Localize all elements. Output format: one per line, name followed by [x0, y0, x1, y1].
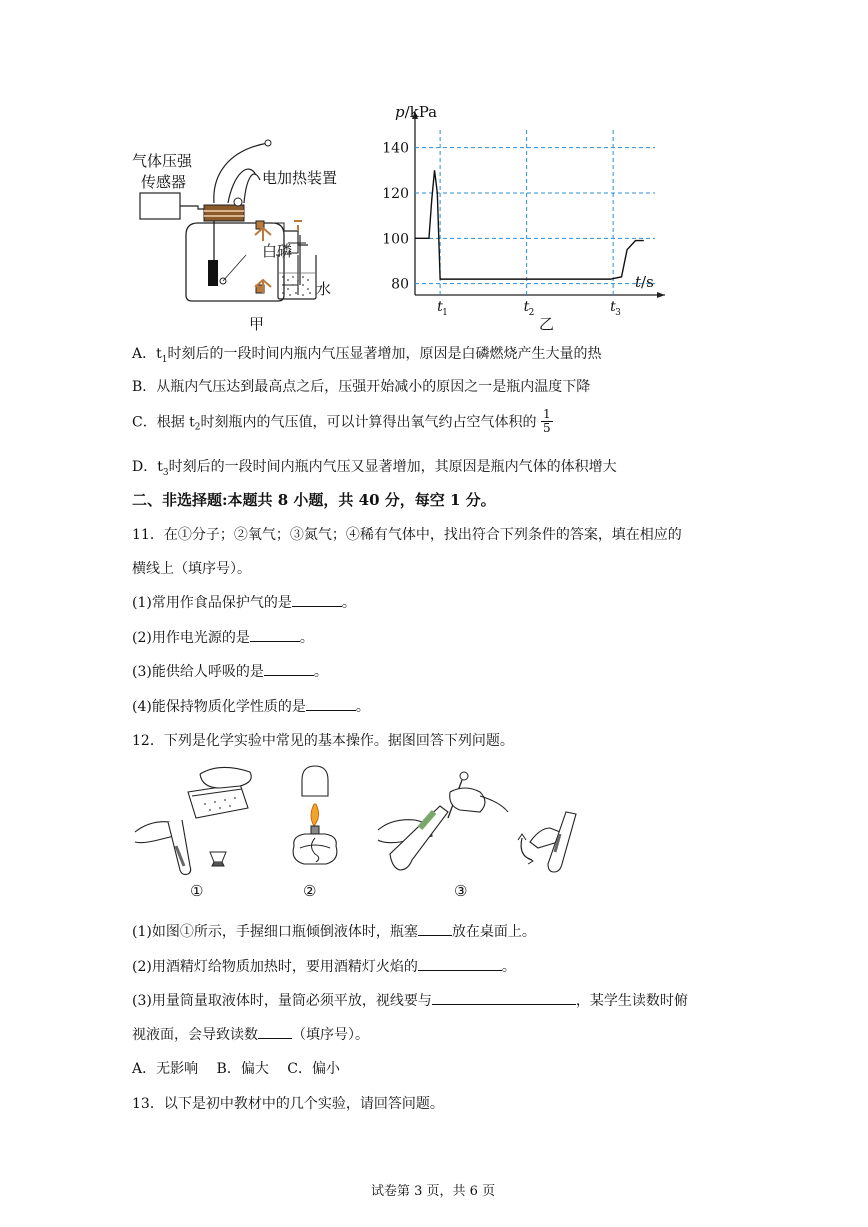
q11-part-2: (2)用作电光源的是 。 — [132, 627, 314, 647]
q11-stem: 11．在①分子；②氧气；③氮气；④稀有气体中，找出符合下列条件的答案，填在相应的 — [132, 527, 682, 543]
lab-operations-figure — [130, 762, 590, 877]
q12-figure-label-1: ① — [190, 882, 204, 900]
option-a: A．$t_1$时刻后的一段时间内瓶内气压显著增加，原因是白磷燃烧产生大量的热 — [132, 346, 602, 365]
x-tick-subscript: 1 — [442, 308, 448, 318]
q12-part-3: (3)用量筒量取液体时，量筒必须平放，视线要与 ，某学生读数时俯 — [132, 990, 688, 1010]
option-b: B．从瓶内气压达到最高点之后，压强开始减小的原因之一是瓶内温度下降 — [132, 379, 591, 395]
sensor-label: 气体压强 — [132, 152, 193, 170]
phosphorus-label: 白磷 — [262, 242, 293, 260]
q12-part-2: (2)用酒精灯给物质加热时，要用酒精灯火焰的 。 — [132, 956, 516, 976]
q11-part-4: (4)能保持物质化学性质的是 。 — [132, 696, 370, 716]
option-c: C．根据 $t_2$时刻瓶内的气压值，可以计算得出氧气约占空气体积的 $\frac{1}{5}$ — [132, 407, 551, 435]
x-axis-arrow — [657, 292, 665, 298]
q12-figure-label-2: ② — [303, 882, 317, 900]
y-tick-label: 80 — [391, 276, 409, 293]
page-footer: 试卷第 3 页，共 6 页 — [371, 1184, 496, 1199]
q13-stem: 13．以下是初中教材中的几个实验，请回答问题。 — [132, 1096, 444, 1112]
pressure-curve — [415, 170, 644, 279]
q12-part-3-cont: 视液面，会导致读数 （填序号）。 — [132, 1024, 369, 1044]
pressure-chart — [360, 100, 680, 340]
q11-stem-2: 横线上（填序号）。 — [132, 561, 251, 577]
figure-caption-yi: 乙 — [539, 315, 555, 333]
heater-label: 电加热装置 — [262, 169, 338, 187]
fraction-one-fifth: $\frac{1}{5}$ — [542, 407, 551, 435]
q12-choices: A．无影响 B．偏大 C．偏小 — [132, 1061, 341, 1077]
y-tick-label: 120 — [382, 186, 409, 202]
figure-caption-jia: 甲 — [249, 315, 265, 333]
y-axis-label: p/kPa — [395, 103, 438, 121]
q11-part-1: (1)常用作食品保护气的是 。 — [132, 592, 356, 612]
x-tick-label: t — [437, 299, 443, 315]
x-axis-label: t/s — [635, 273, 654, 291]
option-d: D．$t_3$时刻后的一段时间内瓶内气压又显著增加，其原因是瓶内气体的体积增大 — [132, 459, 617, 478]
x-tick-label: t — [610, 299, 616, 315]
x-tick-subscript: 2 — [528, 308, 535, 318]
q12-stem: 12．下列是化学实验中常见的基本操作。据图回答下列问题。 — [132, 733, 514, 749]
water-label: 水 — [316, 280, 332, 298]
y-tick-label: 140 — [382, 140, 409, 157]
x-tick-label: t — [523, 299, 530, 315]
q12-part-1: (1)如图①所示，手握细口瓶倾倒液体时，瓶塞 放在桌面上。 — [132, 921, 536, 941]
q12-figure-label-3: ③ — [454, 882, 468, 900]
section-heading: 二、非选择题:本题共 8 小题，共 40 分，每空 1 分。 — [132, 491, 496, 509]
x-tick-subscript: 3 — [615, 308, 621, 318]
sensor-label-2: 传感器 — [141, 173, 187, 191]
q11-part-3: (3)能供给人呼吸的是 。 — [132, 661, 328, 681]
y-tick-label: 100 — [382, 231, 409, 248]
